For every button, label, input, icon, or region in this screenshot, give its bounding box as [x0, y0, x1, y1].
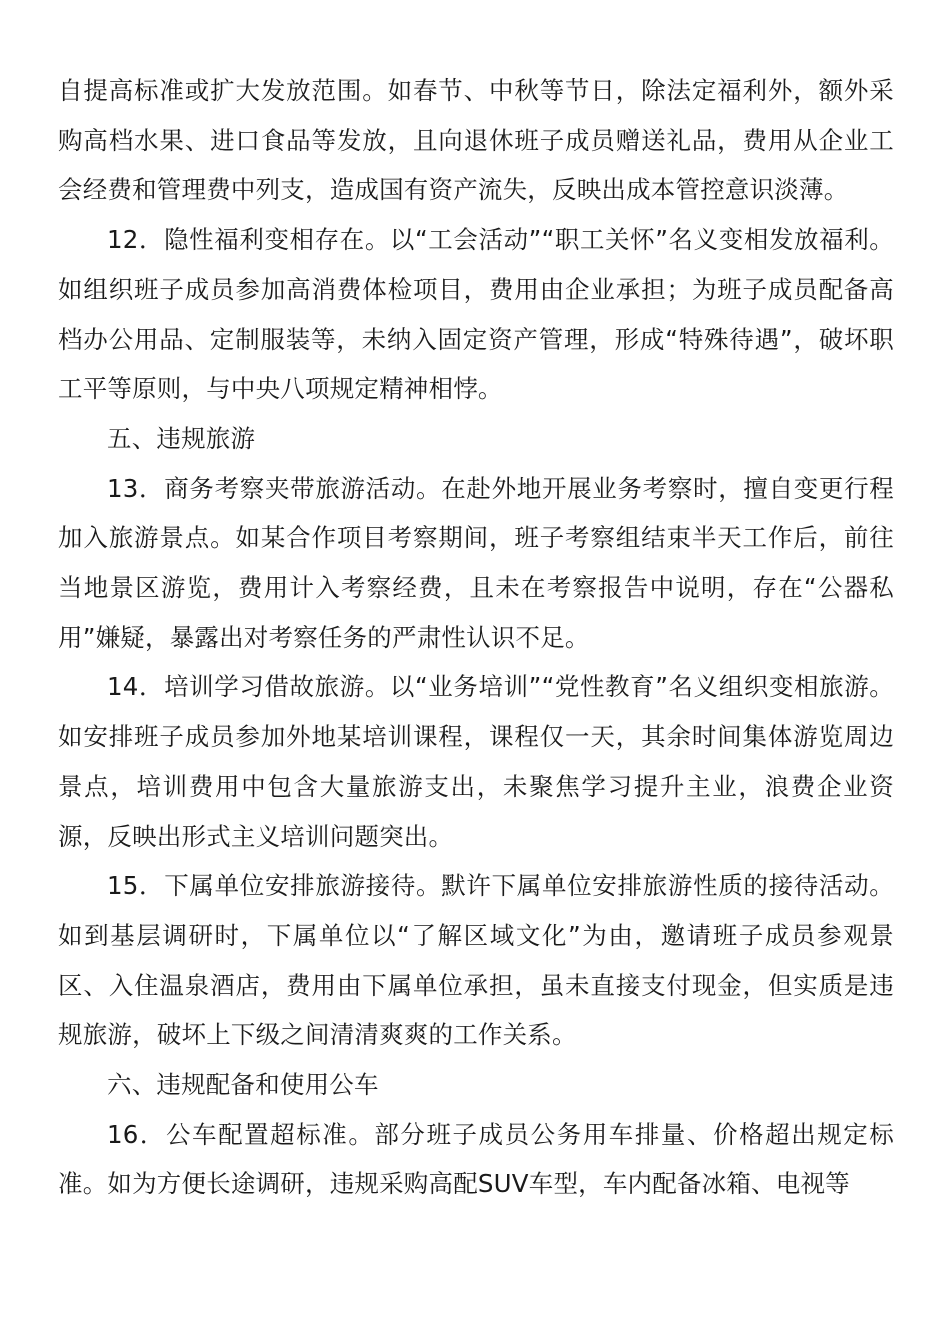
section-heading-travel: 五、违规旅游: [107, 423, 256, 453]
document-page: [58, 66, 894, 1209]
paragraph-item-14: 14．培训学习借故旅游。以“业务培训”“党性教育”名义组织变相旅游。如安排班子成员参加外地某培训课程，课程仅一天，其余时间集体游览周边景点，培训费用中包含大量旅游支出，未聚焦学习提升主业，浪费企业资源，反映出形式主义培训问题突出。: [58, 672, 894, 851]
section-heading-official-cars: 六、违规配备和使用公车: [107, 1070, 379, 1100]
paragraph-welfare-continued: 自提高标准或扩大发放范围。如春节、中秋等节日，除法定福利外，额外采购高档水果、进口食品等发放，且向退休班子成员赠送礼品，费用从企业工会经费和管理费中列支，造成国有资产流失，反映出成本管控意识淡薄。: [58, 76, 894, 205]
paragraph-item-15: 15．下属单位安排旅游接待。默许下属单位安排旅游性质的接待活动。如到基层调研时，下属单位以“了解区域文化”为由，邀请班子成员参观景区、入住温泉酒店，费用由下属单位承担，虽未直接支付现金，但实质是违规旅游，破坏上下级之间清清爽爽的工作关系。: [58, 871, 894, 1050]
paragraph-item-13: 13．商务考察夹带旅游活动。在赴外地开展业务考察时，擅自变更行程加入旅游景点。如某合作项目考察期间，班子考察组结束半天工作后，前往当地景区游览，费用计入考察经费，且未在考察报告中说明，存在“公器私用”嫌疑，暴露出对考察任务的严肃性认识不足。: [58, 473, 894, 652]
paragraph-item-16: 16．公车配置超标准。部分班子成员公务用车排量、价格超出规定标准。如为方便长途调研，违规采购高配SUV车型，车内配备冰箱、电视等: [58, 1119, 894, 1199]
paragraph-item-12: 12．隐性福利变相存在。以“工会活动”“职工关怀”名义变相发放福利。如组织班子成员参加高消费体检项目，费用由企业承担；为班子成员配备高档办公用品、定制服装等，未纳入固定资产管理，形成“特殊待遇”，破坏职工平等原则，与中央八项规定精神相悖。: [58, 225, 894, 404]
